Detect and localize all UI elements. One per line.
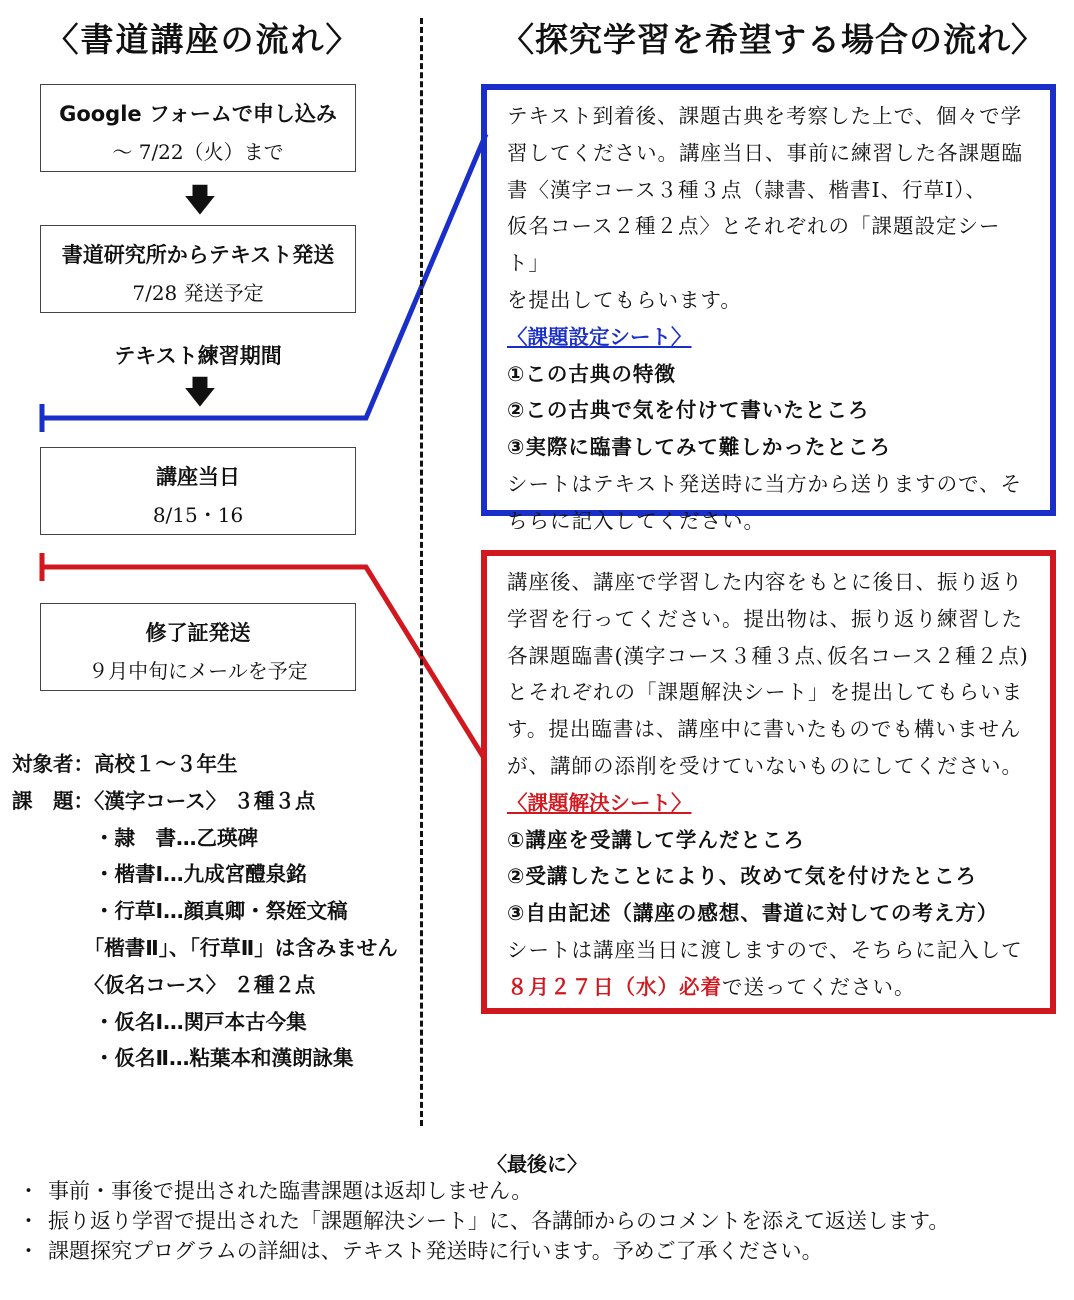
note-item: ・ 課題探究プログラムの詳細は、テキスト発送時に行います。予めご了承ください。 xyxy=(22,1236,1032,1266)
info-line: ・行草Ⅰ…顔真卿・祭姪文稿 xyxy=(12,899,348,924)
step-text-shipping xyxy=(40,225,356,313)
box-line: 講座後、講座で学習した内容をもとに後日、振り返り xyxy=(507,570,1023,594)
step-title: Google フォームで申し込み xyxy=(59,102,337,126)
pre-study-box xyxy=(481,84,1056,533)
deadline-suffix: で送ってください。 xyxy=(722,974,916,999)
box-line: 学習を行ってください。提出物は、振り返り練習した xyxy=(507,606,1023,631)
step-title: 講座当日 xyxy=(156,465,240,489)
sheet-item: ③実際に臨書してみて難しかったところ xyxy=(507,435,891,460)
box-line: シートは講座当日に渡しますので、そちらに記入して xyxy=(507,937,1023,962)
sheet-item: ②この古典で気を付けて書いたところ xyxy=(507,398,870,423)
step-sub: ９月中旬にメールを予定 xyxy=(88,659,308,683)
box-line: す。提出臨書は、講座中に書いたものでも構いません xyxy=(507,717,1022,742)
step-sub: ～ 7/22（火）まで xyxy=(112,140,284,164)
box-line: を提出してもらいます。 xyxy=(507,287,742,312)
sheet-item: ③自由記述（講座の感想、書道に対しての考え方） xyxy=(507,901,999,926)
box-line: テキスト到着後、課題古典を考察した上で、個々で学 xyxy=(507,104,1023,128)
step-application xyxy=(40,84,356,172)
step-title: 修了証発送 xyxy=(145,621,251,645)
box-line: ちらに記入してください。 xyxy=(507,508,765,533)
sheet-item: ①講座を受講して学んだところ xyxy=(507,827,805,852)
box-line: が、講師の添削を受けていないものにしてください。 xyxy=(507,753,1023,778)
note-item: ・ 事前・事後で提出された臨書課題は返却しません。 xyxy=(22,1176,1032,1206)
box-line: 書〈漢字コース３種３点（隷書、楷書Ⅰ、行草Ⅰ）、 xyxy=(507,177,987,202)
post-study-box xyxy=(481,550,1056,1014)
box-line: とそれぞれの「課題解決シート」を提出してもらいま xyxy=(507,680,1023,705)
info-line: ・仮名Ⅱ…粘葉本和漢朗詠集 xyxy=(12,1046,354,1071)
course-info xyxy=(12,746,398,1077)
info-line: 「楷書Ⅱ」、「行草Ⅱ」は含みません xyxy=(12,935,398,960)
task-solution-sheet-heading: 〈課題解決シート〉 xyxy=(507,790,692,815)
sheet-item: ②受講したことにより、改めて気を付けたところ xyxy=(507,864,977,889)
info-line: 〈仮名コース〉 ２種２点 xyxy=(12,972,316,997)
dashed-divider xyxy=(420,18,423,1126)
final-notes xyxy=(22,1176,1032,1266)
down-arrow-icon: 🡇 xyxy=(183,181,217,219)
box-line: 習してください。講座当日、事前に練習した各課題臨 xyxy=(507,140,1023,165)
step-title: 書道研究所からテキスト発送 xyxy=(61,243,335,267)
step-sub: 7/28 発送予定 xyxy=(132,281,264,305)
info-line: 課 題：〈漢字コース〉 ３種３点 xyxy=(12,788,316,813)
info-line: 対象者：高校１～３年生 xyxy=(12,752,238,776)
step-sub: 8/15・16 xyxy=(152,503,244,527)
step-certificate xyxy=(40,603,356,691)
box-line: シートはテキスト発送時に当方から送りますので、そ xyxy=(507,471,1023,496)
box-line: 仮名コース２種２点〉とそれぞれの「課題設定シート」 xyxy=(507,214,1001,276)
step-course-day xyxy=(40,447,356,535)
task-setting-sheet-heading: 〈課題設定シート〉 xyxy=(507,324,692,349)
info-line: ・隷 書…乙瑛碑 xyxy=(12,825,258,850)
right-section-title: 〈探究学習を希望する場合の流れ〉 xyxy=(501,20,1045,59)
down-arrow-icon: 🡇 xyxy=(183,373,217,411)
practice-period-label: テキスト練習期間 xyxy=(114,344,282,368)
deadline-line xyxy=(507,969,1032,1006)
left-section-title: 〈書道講座の流れ〉 xyxy=(45,20,361,59)
sheet-item: ①この古典の特徴 xyxy=(507,361,676,386)
box-line: 各課題臨書(漢字コース３種３点､仮名コース２種２点) xyxy=(507,643,1029,668)
info-line: ・楷書Ⅰ…九成宮醴泉銘 xyxy=(12,862,307,887)
note-item: ・ 振り返り学習で提出された「課題解決シート」に、各講師からのコメントを添えて返送します。 xyxy=(22,1206,1032,1236)
final-notes-title: 〈最後に〉 xyxy=(487,1152,587,1176)
info-line: ・仮名Ⅰ…関戸本古今集 xyxy=(12,1009,307,1034)
deadline: ８月２７日（水）必着 xyxy=(507,974,722,999)
